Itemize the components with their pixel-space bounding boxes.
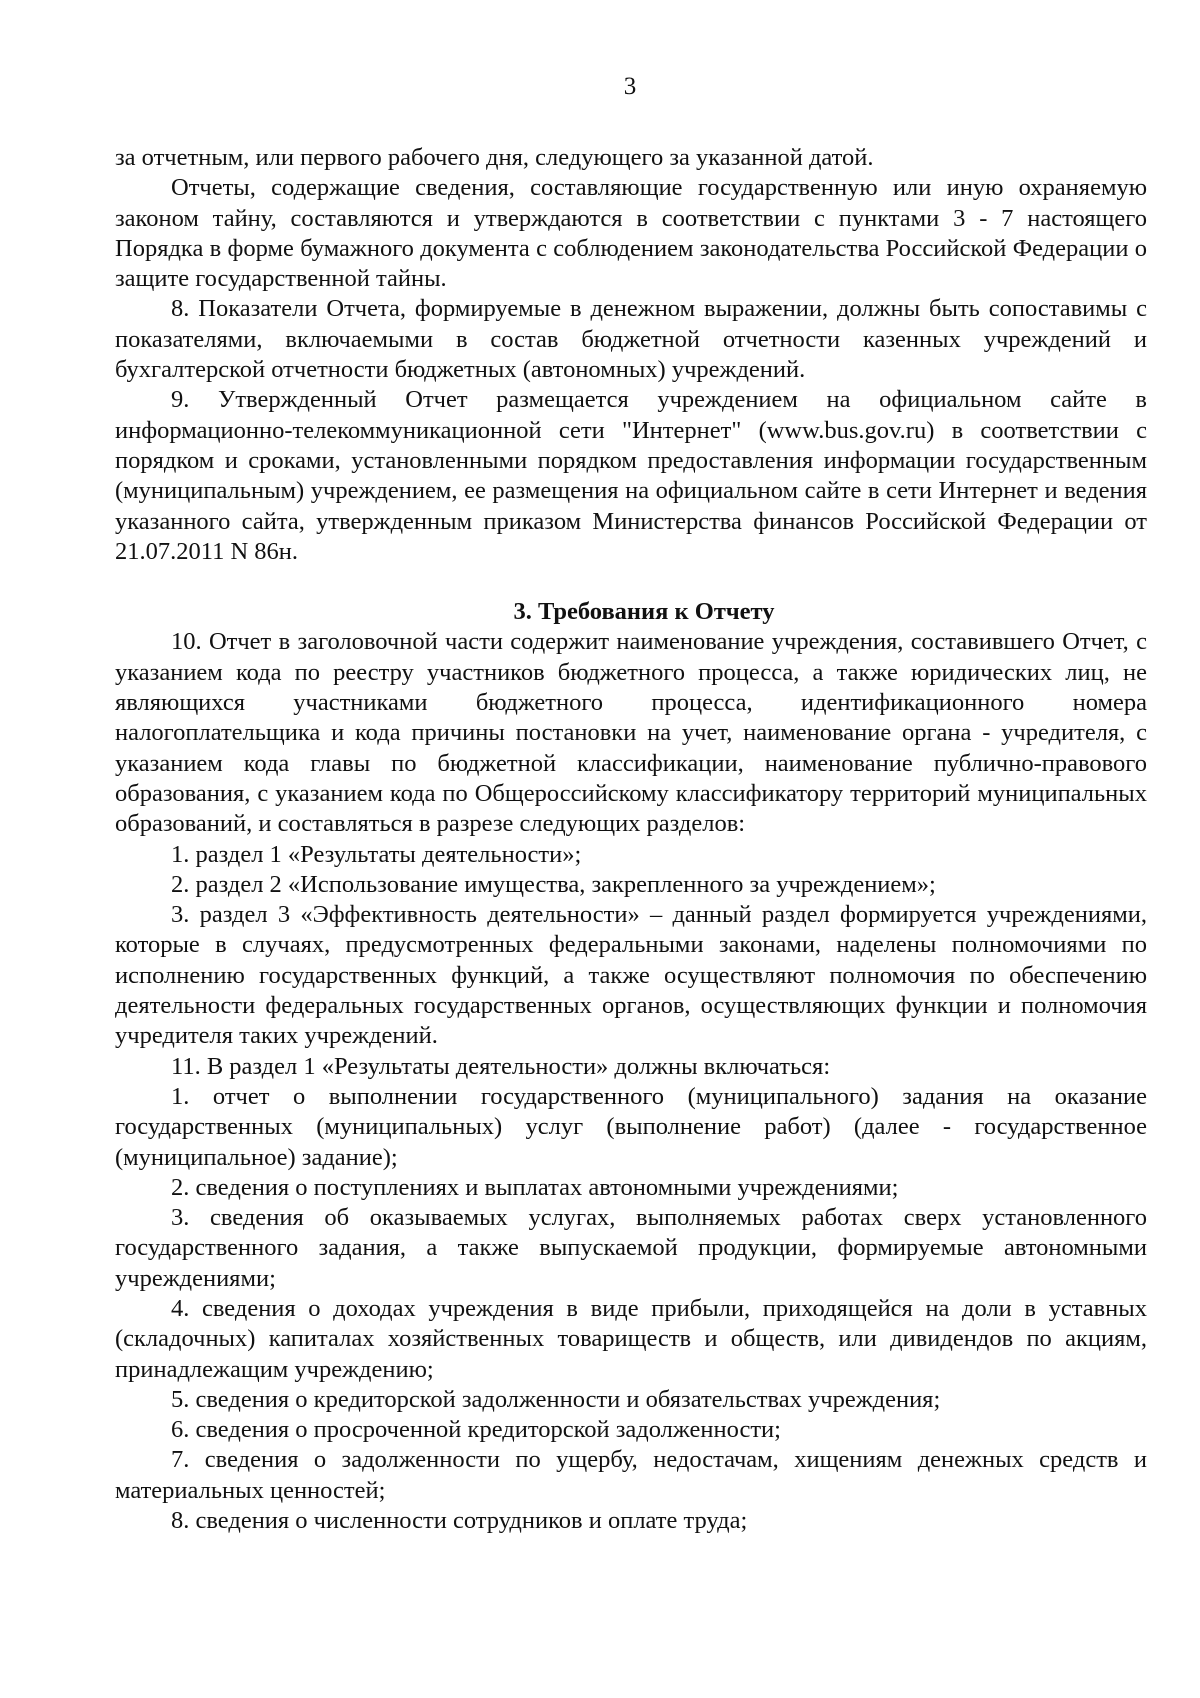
paragraph-continuation: за отчетным, или первого рабочего дня, следующего за указанной датой. <box>115 144 874 171</box>
list-item-11-3: 3. сведения об оказываемых услугах, выполняемых работах сверх установленного государственного задания, а также выпускаемой продукции, формируемые автономными учреждениями; <box>115 1204 1147 1292</box>
list-item-section-2: 2. раздел 2 «Использование имущества, закрепленного за учреждением»; <box>171 870 936 898</box>
page-number: 3 <box>623 73 637 100</box>
list-item-11-8: 8. сведения о численности сотрудников и оплате труда; <box>171 1507 748 1535</box>
list-item-11-6: 6. сведения о просроченной кредиторской задолженности; <box>171 1416 781 1444</box>
section-heading: 3. Требования к Отчету <box>513 598 775 626</box>
paragraph-item-9: 9. Утвержденный Отчет размещается учреждением на официальном сайте в информационно-телекоммуникационной сети "Интернет" (www.bus.gov.ru) в соответствии с порядком и сроками, установленными порядком предоставления информации государственным (муниципальным) учреждением, ее размещения на официальном сайте в сети Интернет и ведения указанного сайта, утвержденным приказом Министерства финансов Российской Федерации от 21.07.2011 N 86н. <box>115 386 1147 565</box>
paragraph-item-8: 8. Показатели Отчета, формируемые в денежном выражении, должны быть сопоставимы с показателями, включаемыми в состав бюджетной отчетности казенных учреждений и бухгалтерской отчетности бюджетных (автономных) учреждений. <box>115 295 1147 384</box>
list-item-11-5: 5. сведения о кредиторской задолженности и обязательствах учреждения; <box>171 1385 941 1413</box>
paragraph-item-10: 10. Отчет в заголовочной части содержит наименование учреждения, составившего Отчет, с указанием кода по реестру участников бюджетного процесса, а также юридических лиц, не являющихся участниками бюджетного процесса, идентификационного номера налогоплательщика и кода причины постановки на учет, наименование органа - учредителя, с указанием кода главы по бюджетной классификации, наименование публично-правового образования, с указанием кода по Общероссийскому классификатору территорий муниципальных образований, и составляться в разрезе следующих разделов: <box>115 628 1147 838</box>
list-item-11-1: 1. отчет о выполнении государственного (муниципального) задания на оказание государственных (муниципальных) услуг (выполнение работ) (далее - государственное (муниципальное) задание); <box>115 1082 1147 1171</box>
paragraph-state-secret: Отчеты, содержащие сведения, составляющие государственную или иную охраняемую законом тайну, составляются и утверждаются в соответствии с пунктами 3 - 7 настоящего Порядка в форме бумажного документа с соблюдением законодательства Российской Федерации о защите государственной тайны. <box>115 174 1147 293</box>
list-item-section-3: 3. раздел 3 «Эффективность деятельности» – данный раздел формируется учреждениями, которые в случаях, предусмотренных федеральными законами, наделены полномочиями по исполнению государственных функций, а также осуществляют полномочия по обеспечению деятельности федеральных государственных органов, осуществляющих функции и полномочия учредителя таких учреждений. <box>115 901 1147 1050</box>
document-body <box>115 143 1147 1536</box>
list-item-11-2: 2. сведения о поступлениях и выплатах автономными учреждениями; <box>171 1173 899 1201</box>
list-item-section-1: 1. раздел 1 «Результаты деятельности»; <box>171 840 582 868</box>
list-item-11-7: 7. сведения о задолженности по ущербу, недостачам, хищениям денежных средств и материальных ценностей; <box>115 1446 1147 1504</box>
paragraph-item-11: 11. В раздел 1 «Результаты деятельности» должны включаться: <box>171 1052 831 1080</box>
list-item-11-4: 4. сведения о доходах учреждения в виде прибыли, приходящейся на доли в уставных (складочных) капиталах хозяйственных товариществ и обществ, или дивидендов по акциям, принадлежащим учреждению; <box>115 1294 1147 1383</box>
